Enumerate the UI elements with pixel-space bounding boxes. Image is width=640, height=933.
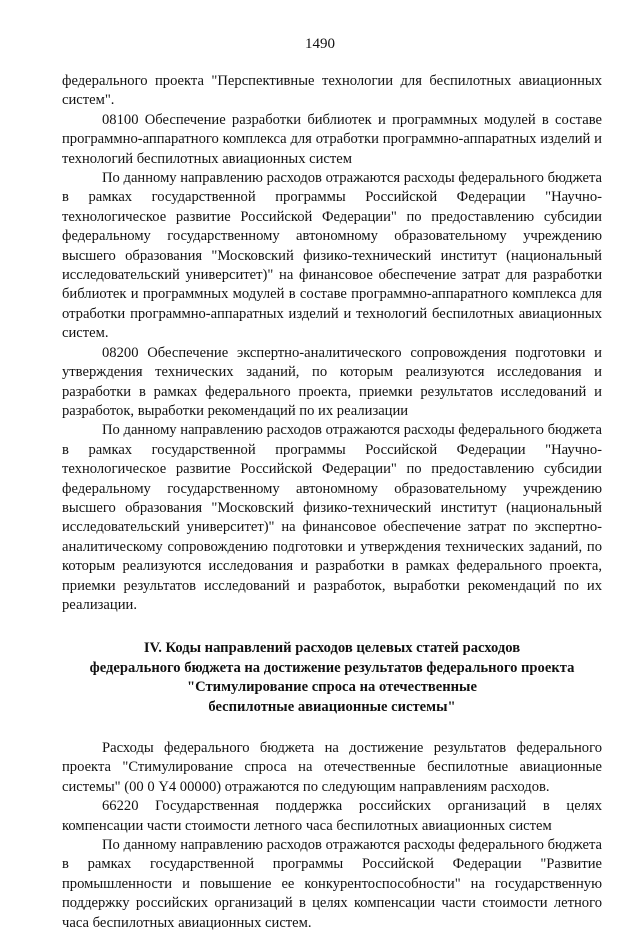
paragraph-code-08200: 08200 Обеспечение экспертно-аналитического сопровождения подготовки и утверждения технических заданий, по которым реализуются исследования и разработки в рамках федерального проекта, приемки результатов исследований и разработок, выработки рекомендаций по их реализации [62, 344, 602, 419]
page-number: 1490 [305, 36, 335, 52]
paragraph-section-intro: Расходы федерального бюджета на достижение результатов федерального проекта "Стимулирование спроса на отечественные беспилотные авиационные системы" (00 0 Y4 00000) отражаются по следующим направлениям расходов. [62, 740, 602, 795]
section-heading-line: "Стимулирование спроса на отечественные [187, 679, 477, 696]
section-heading [62, 639, 602, 717]
paragraph-66220-description: По данному направлению расходов отражаются расходы федерального бюджета в рамках государственной программы Российской Федерации "Развитие промышленности и повышение ее конкурентоспособности" на государственную поддержку российских организаций в целях компенсации части стоимости летного часа беспилотных авиационных систем. [62, 837, 602, 931]
paragraph-code-66220: 66220 Государственная поддержка российских организаций в целях компенсации части стоимости летного часа беспилотных авиационных систем [62, 798, 602, 834]
document-body [62, 72, 602, 933]
section-heading-line: беспилотные авиационные системы" [208, 698, 456, 715]
paragraph-continuation: федерального проекта "Перспективные технологии для беспилотных авиационных систем". [62, 73, 602, 109]
paragraph-code-08100: 08100 Обеспечение разработки библиотек и программных модулей в составе программно-аппаратного комплекса для отработки программно-аппаратных изделий и технологий беспилотных авиационных систем [62, 111, 602, 167]
paragraph-08100-description: По данному направлению расходов отражаются расходы федерального бюджета в рамках государственной программы Российской Федерации "Научно-технологическое развитие Российской Федерации" по предоставлению субсидии федеральному государственному автономному образовательному учреждению высшего образования "Московский физико-технический институт (национальный исследовательский университет)" на финансовое обеспечение затрат для разработки библиотек и программных модулей в составе программно-аппаратного комплекса для отработки программно-аппаратных изделий и технологий беспилотных авиационных систем. [62, 170, 602, 342]
section-heading-line: IV. Коды направлений расходов целевых статей расходов [143, 640, 521, 657]
paragraph-08200-description: По данному направлению расходов отражаются расходы федерального бюджета в рамках государственной программы Российской Федерации "Научно-технологическое развитие Российской Федерации" по предоставлению субсидии федеральному государственному автономному образовательному учреждению высшего образования "Московский физико-технический институт (национальный исследовательский университет)" на финансовое обеспечение затрат по экспертно-аналитическому сопровождению подготовки и утверждения технических заданий, по которым реализуются исследования и разработки в рамках федерального проекта, приемки результатов исследований и разработок, выработки рекомендаций по их реализации. [62, 422, 602, 613]
section-heading-line: федерального бюджета на достижение результатов федерального проекта [89, 659, 575, 676]
